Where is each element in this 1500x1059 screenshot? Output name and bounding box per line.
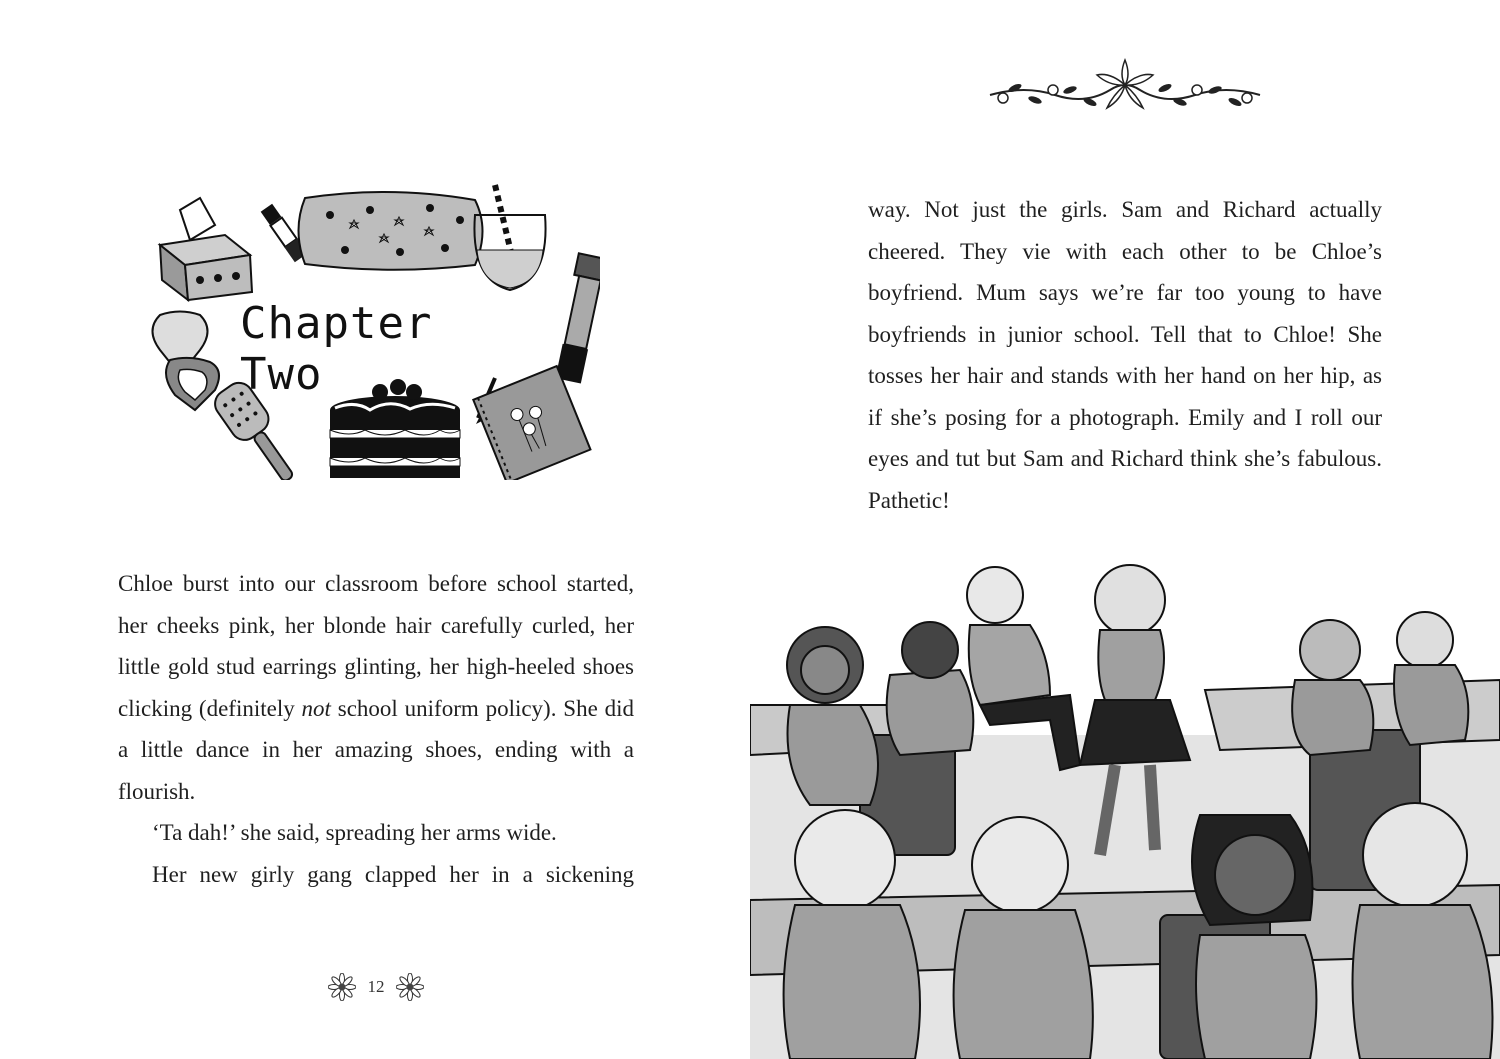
chapter-title: Chapter Two: [240, 298, 433, 400]
paragraph: ‘Ta dah!’ she said, spreading her arms wide.: [152, 820, 557, 845]
classroom-illustration: [750, 555, 1500, 1059]
paragraph-text: Chloe burst into our classroom before school started, her cheeks pink, her blonde hair carefully curled, her little gold stud earrings glinting, her high-heeled shoes clicking (definitely: [118, 571, 634, 721]
paragraph: [118, 563, 634, 812]
paragraph-text: school uniform policy). She did a little dance in her amazing shoes, ending with a flourish.: [118, 695, 635, 804]
floral-vine-icon: [985, 50, 1265, 118]
paragraph: Her new girly gang clapped her in a sickening: [152, 861, 634, 887]
pillow-icon: [299, 192, 483, 270]
right-body-text: [868, 189, 1382, 521]
page-number: 12: [367, 977, 385, 996]
torch-icon: [552, 253, 600, 384]
paragraph: way. Not just the girls. Sam and Richard actually cheered. They vie with each other to be Chloe’s boyfriend. Mum says we’re far too young to have boyfriends in junior school. Tell that to Chloe! She tosses her hair and stands with her hand on her hip, as if she’s posing for a photograph. Emily and I roll our eyes and tut but Sam and Richard think she’s fabulous. Pathetic!: [868, 197, 1382, 513]
compact-mirror-icon: [153, 312, 220, 411]
daisy-icon: [328, 973, 356, 1001]
student-figure: [1192, 815, 1316, 1059]
tissue-box-icon: [160, 198, 252, 300]
left-body-text: [118, 563, 634, 895]
emphasis-text: not: [301, 695, 331, 721]
page-folio: [328, 969, 424, 1005]
daisy-icon: [396, 973, 424, 1001]
drink-glass-icon: [474, 185, 545, 290]
